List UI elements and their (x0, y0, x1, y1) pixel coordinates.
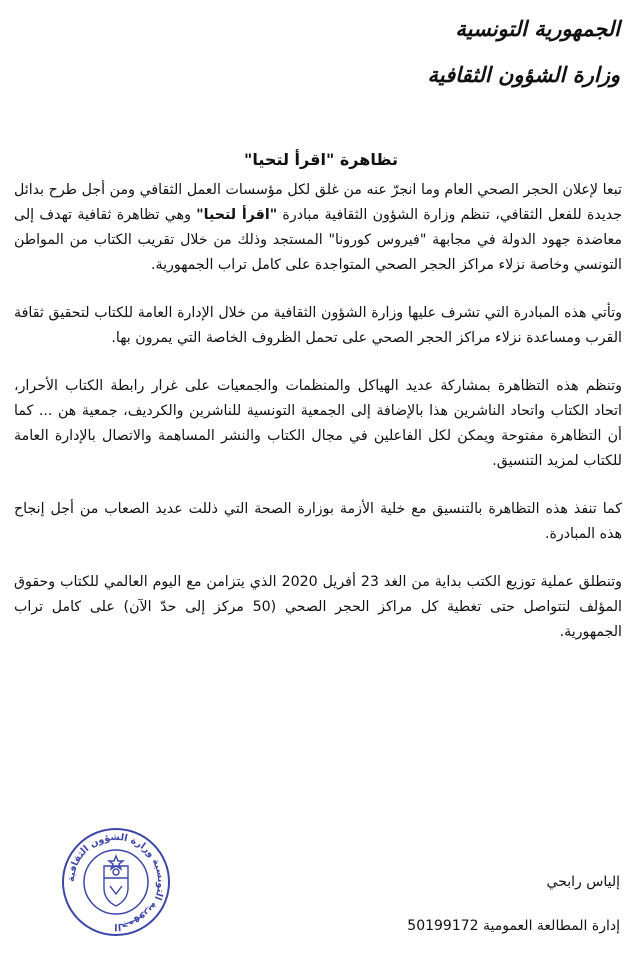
signatory-department: إدارة المطالعة العمومية 50199172 (407, 918, 620, 934)
letterhead-ministry: وزارة الشؤون الثقافية (427, 62, 620, 87)
official-seal-stamp-icon (60, 826, 172, 938)
initiative-name-highlight: "اقرأ لتحيا" (196, 207, 278, 223)
paragraph-4: كما تنفذ هذه التظاهرة بالتنسيق مع خلية الأزمة بوزارة الصحة التي ذللت عديد الصعاب من أجل إنجاح هذه المبادرة. (14, 501, 622, 542)
paragraph-2: وتأتي هذه المبادرة التي تشرف عليها وزارة الشؤون الثقافية من خلال الإدارة العامة للكتاب لتحقيق ثقافة القرب ومساعدة نزلاء مراكز الحجر الصحي على تحمل الظروف الخاصة التي يمرون بها. (14, 305, 622, 346)
paragraph-1-part-2: وهي تظاهرة ثقافية تهدف إلى معاضدة جهود الدولة في مجابهة "فيروس كورونا" المستجد وذلك من خلال تقريب الكتاب من المواطن التونسي وخاصة نزلاء مراكز الحجر الصحي المتواجدة على كامل تراب الجمهورية. (14, 207, 622, 273)
paragraph-1 (14, 178, 622, 278)
document-body (14, 178, 622, 668)
paragraph-1-part-1: تبعا لإعلان الحجر الصحي العام وما انجرّ عنه من غلق لكل مؤسسات العمل الثقافي ومن أجل طرح بدائل جديدة للفعل الثقافي، تنظم وزارة الشؤون الثقافية مبادرة (14, 182, 623, 223)
document-title: تظاهرة "اقرأ لتحيا" (244, 150, 398, 169)
svg-text:الجمهورية التونسية وزارة الشؤو: الجمهورية التونسية وزارة الشؤون الثقافية (65, 831, 167, 933)
paragraph-3: وتنظم هذه التظاهرة بمشاركة عديد الهياكل والمنظمات والجمعيات على غرار رابطة الكتاب الأحرار، اتحاد الكتاب واتحاد الناشرين هذا بالإضافة إلى الجمعية التونسية للناشرين والكرديف، جمعية هن ... كما أن التظاهرة مفتوحة ويمكن لكل الفاعلين في مجال الكتاب والنشر المساهمة والاتصال بالإدارة العامة للكتاب لمزيد التنسيق. (14, 378, 622, 469)
paragraph-5: وتنطلق عملية توزيع الكتب بداية من الغد 23 أفريل 2020 الذي يتزامن مع اليوم العالمي للكتاب وحقوق المؤلف لتتواصل حتى تغطية كل مراكز الحجر الصحي (50 مركز إلى حدّ الآن) على كامل تراب الجمهورية. (14, 574, 623, 640)
letterhead (428, 6, 621, 98)
letterhead-republic: الجمهورية التونسية (455, 16, 620, 41)
signatory-name: إلياس رابحي (546, 874, 620, 890)
